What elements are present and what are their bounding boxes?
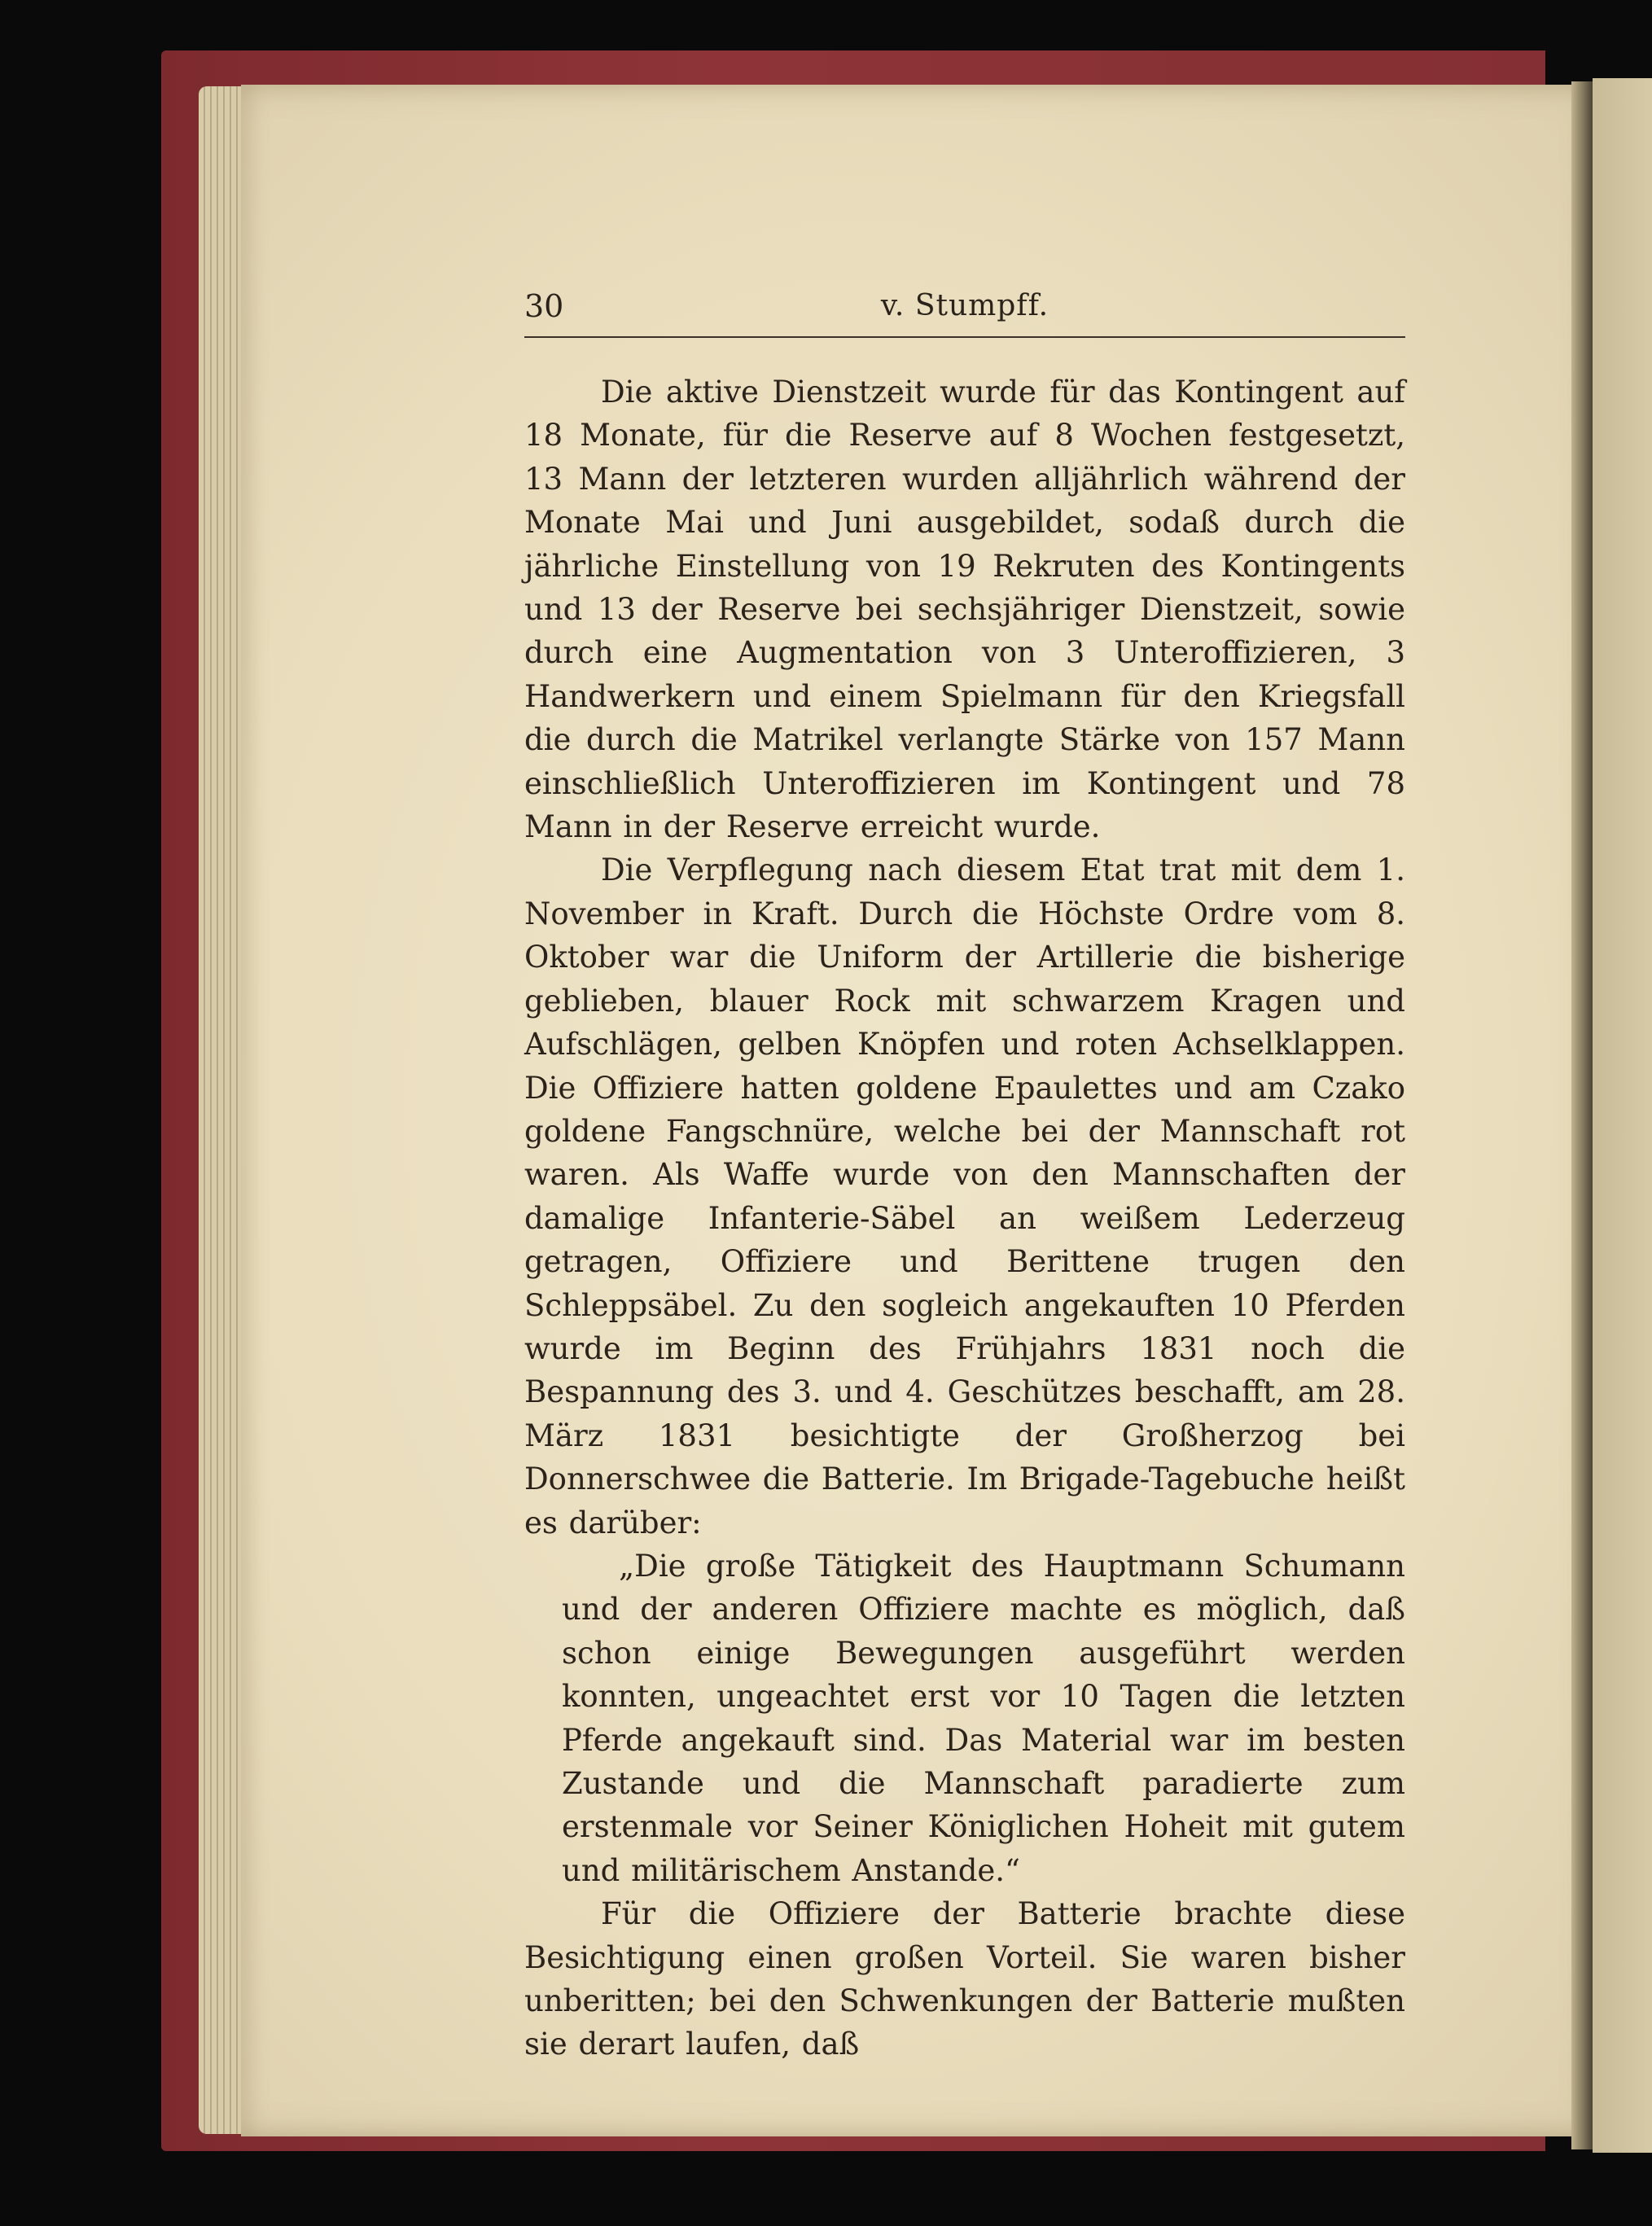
book-gutter [1571, 81, 1593, 2149]
body-text [524, 370, 1405, 2066]
running-head: v. Stumpff. [880, 289, 1049, 322]
facing-page-edge [1593, 78, 1652, 2153]
page-number: 30 [524, 288, 564, 324]
page-content [524, 281, 1405, 2066]
paragraph: Die aktive Dienstzeit wurde für das Kontingent auf 18 Monate, für die Reserve auf 8 Wochen festgesetzt, 13 Mann der letzteren wurden alljährlich während der Monate Mai und Juni ausgebildet, sodaß durch die jährliche Einstellung von 19 Rekruten des Kontingents und 13 der Reserve bei sechsjähriger Dienstzeit, sowie durch eine Augmentation von 3 Unteroffizieren, 3 Handwerkern und einem Spielmann für den Kriegsfall die durch die Matrikel verlangte Stärke von 157 Mann einschließlich Unteroffizieren im Kontingent und 78 Mann in der Reserve erreicht wurde. [524, 375, 1405, 845]
page-header [524, 281, 1405, 338]
paragraph: Für die Offiziere der Batterie brachte diese Besichtigung einen großen Vorteil. Sie waren bisher unberitten; bei den Schwenkungen der Batterie mußten sie derart laufen, daß [524, 1896, 1405, 2062]
paragraph: Die Verpflegung nach diesem Etat trat mit dem 1. November in Kraft. Durch die Höchste Ordre vom 8. Oktober war die Uniform der Artillerie die bisherige geblieben, blauer Rock mit schwarzem Kragen und Aufschlägen, gelben Knöpfen und roten Achselklappen. Die Offiziere hatten goldene Epaulettes und am Czako goldene Fangschnüre, welche bei der Mannschaft rot waren. Als Waffe wurde von den Mannschaften der damalige Infanterie-Säbel an weißem Lederzeug getragen, Offiziere und Berittene trugen den Schleppsäbel. Zu den sogleich angekauften 10 Pferden wurde im Beginn des Frühjahrs 1831 noch die Bespannung des 3. und 4. Geschützes beschafft, am 28. März 1831 besichtigte der Großherzog bei Donnerschwee die Batterie. Im Brigade-Tagebuche heißt es darüber: [524, 852, 1405, 1540]
block-quote: „Die große Tätigkeit des Hauptmann Schumann und der anderen Offiziere machte es möglich, daß schon einige Bewegungen ausgeführt werden konnten, ungeachtet erst vor 10 Tagen die letzten Pferde angekauft sind. Das Material war im besten Zustande und die Mannschaft paradierte zum erstenmale vor Seiner Königlichen Hoheit mit gutem und militärischem Anstande.“ [562, 1548, 1405, 1888]
